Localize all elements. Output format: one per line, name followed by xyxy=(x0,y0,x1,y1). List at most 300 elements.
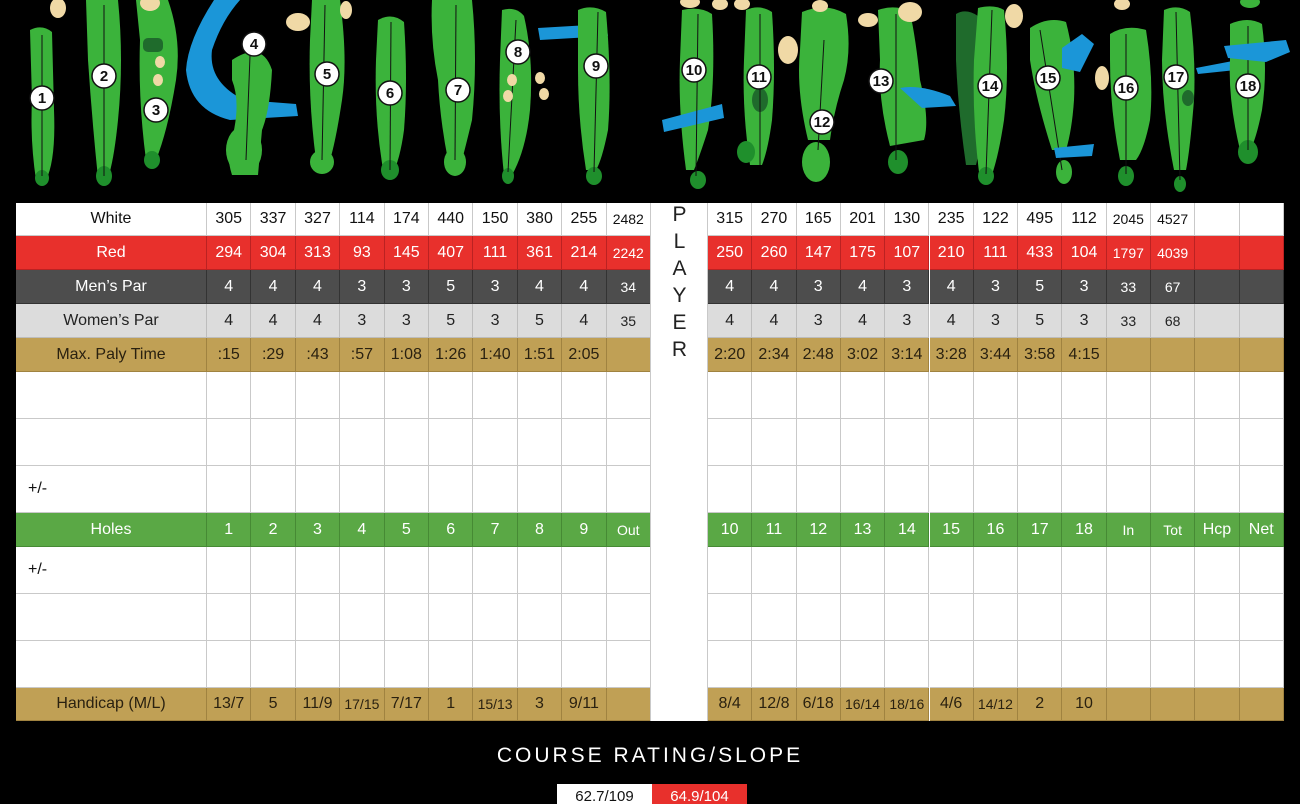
hole-marker-label: 11 xyxy=(751,69,767,86)
back-hole-cell-womens-par: 3 xyxy=(974,304,1018,338)
back-hole-cell-blank1[interactable] xyxy=(841,372,885,419)
out-total-handicap xyxy=(607,688,651,721)
back-hole-cell-plusminus1[interactable] xyxy=(885,466,929,513)
front-hole-cell-plusminus2[interactable] xyxy=(385,547,429,594)
back-hole-cell-white: 315 xyxy=(708,203,752,236)
row-label-red: Red xyxy=(16,236,207,270)
back-hole-cell-womens-par: 3 xyxy=(1062,304,1106,338)
front-hole-cell-blank4[interactable] xyxy=(251,641,295,688)
back-hole-cell-blank1[interactable] xyxy=(930,372,974,419)
back-hole-cell-blank4[interactable] xyxy=(752,641,796,688)
back-hole-cell-plusminus2[interactable] xyxy=(974,547,1018,594)
back-hole-cell-max-play-time: 4:15 xyxy=(1062,338,1106,372)
out-total-blank3[interactable] xyxy=(607,594,651,641)
hole-marker-4 xyxy=(242,32,266,56)
back-hole-cell-womens-par: 4 xyxy=(708,304,752,338)
hole-marker-2 xyxy=(92,64,116,88)
front-hole-cell-white: 114 xyxy=(340,203,384,236)
front-hole-cell-blank2[interactable] xyxy=(385,419,429,466)
front-hole-cell-womens-par: 3 xyxy=(473,304,517,338)
front-hole-cell-plusminus2[interactable] xyxy=(207,547,251,594)
back-hole-cell-blank1[interactable] xyxy=(1018,372,1062,419)
front-hole-cell-blank4[interactable] xyxy=(385,641,429,688)
front-hole-cell-blank1[interactable] xyxy=(340,372,384,419)
net-cell-blank2[interactable] xyxy=(1240,419,1284,466)
hcp-cell-white xyxy=(1195,203,1239,236)
front-hole-cell-white: 440 xyxy=(429,203,473,236)
back-hole-cell-mens-par: 4 xyxy=(930,270,974,304)
front-hole-cell-blank2[interactable] xyxy=(518,419,562,466)
player-label-letter: Y xyxy=(672,284,688,307)
front-hole-cell-mens-par: 4 xyxy=(562,270,606,304)
back-hole-cell-mens-par: 5 xyxy=(1018,270,1062,304)
front-hole-cell-handicap: 17/15 xyxy=(340,688,384,721)
net-cell-blank1[interactable] xyxy=(1240,372,1284,419)
net-cell-handicap xyxy=(1240,688,1284,721)
hcp-cell-max-play-time xyxy=(1195,338,1239,372)
hole-marker-label: 15 xyxy=(1039,70,1057,87)
front-hole-cell-holes: 1 xyxy=(207,513,251,547)
back-hole-cell-plusminus2[interactable] xyxy=(885,547,929,594)
back-hole-cell-max-play-time: 2:20 xyxy=(708,338,752,372)
in-total-blank2[interactable] xyxy=(1107,419,1151,466)
front-hole-cell-blank3[interactable] xyxy=(473,594,517,641)
back-hole-cell-red: 433 xyxy=(1018,236,1062,270)
front-hole-cell-blank2[interactable] xyxy=(251,419,295,466)
back-hole-cell-blank3[interactable] xyxy=(930,594,974,641)
front-hole-cell-blank2[interactable] xyxy=(207,419,251,466)
back-hole-cell-max-play-time: 2:48 xyxy=(797,338,841,372)
row-label-holes: Holes xyxy=(16,513,207,547)
back-hole-cell-white: 130 xyxy=(885,203,929,236)
front-hole-cell-plusminus1[interactable] xyxy=(340,466,384,513)
back-hole-cell-plusminus1[interactable] xyxy=(797,466,841,513)
back-hole-cell-white: 165 xyxy=(797,203,841,236)
back-hole-cell-plusminus2[interactable] xyxy=(1018,547,1062,594)
in-total-handicap xyxy=(1107,688,1151,721)
hole-12-layout xyxy=(799,0,878,182)
front-hole-cell-blank4[interactable] xyxy=(518,641,562,688)
front-hole-cell-white: 380 xyxy=(518,203,562,236)
back-hole-cell-blank4[interactable] xyxy=(841,641,885,688)
hole-marker-6 xyxy=(378,81,402,105)
hole-17-layout xyxy=(1162,7,1238,192)
back-hole-cell-red: 107 xyxy=(885,236,929,270)
back-hole-cell-blank3[interactable] xyxy=(841,594,885,641)
out-total-red: 2242 xyxy=(607,236,651,270)
front-hole-cell-blank2[interactable] xyxy=(296,419,340,466)
back-hole-cell-white: 235 xyxy=(930,203,974,236)
front-hole-cell-holes: 3 xyxy=(296,513,340,547)
front-hole-cell-max-play-time: :57 xyxy=(340,338,384,372)
front-hole-cell-womens-par: 4 xyxy=(251,304,295,338)
grand-total-handicap xyxy=(1151,688,1195,721)
back-hole-cell-handicap: 4/6 xyxy=(930,688,974,721)
back-hole-cell-mens-par: 3 xyxy=(1062,270,1106,304)
back-hole-cell-blank2[interactable] xyxy=(1062,419,1106,466)
row-label-white: White xyxy=(16,203,207,236)
hole-marker-label: 17 xyxy=(1167,69,1185,86)
front-hole-cell-blank3[interactable] xyxy=(429,594,473,641)
front-hole-cell-blank1[interactable] xyxy=(562,372,606,419)
hcp-cell-blank2[interactable] xyxy=(1195,419,1239,466)
back-hole-cell-blank2[interactable] xyxy=(841,419,885,466)
back-hole-cell-holes: 16 xyxy=(974,513,1018,547)
back-hole-cell-plusminus2[interactable] xyxy=(797,547,841,594)
back-hole-cell-holes: 18 xyxy=(1062,513,1106,547)
grand-total-plusminus2[interactable] xyxy=(1151,547,1195,594)
back-hole-cell-blank3[interactable] xyxy=(1018,594,1062,641)
back-hole-cell-plusminus1[interactable] xyxy=(930,466,974,513)
net-cell-white xyxy=(1240,203,1284,236)
back-hole-cell-womens-par: 4 xyxy=(841,304,885,338)
front-hole-cell-plusminus1[interactable] xyxy=(518,466,562,513)
front-hole-cell-blank2[interactable] xyxy=(429,419,473,466)
back-hole-cell-blank1[interactable] xyxy=(885,372,929,419)
hole-5-layout xyxy=(286,0,352,174)
back-hole-cell-red: 260 xyxy=(752,236,796,270)
hcp-cell-womens-par xyxy=(1195,304,1239,338)
net-cell-mens-par xyxy=(1240,270,1284,304)
grand-total-mens-par: 67 xyxy=(1151,270,1195,304)
back-hole-cell-blank4[interactable] xyxy=(885,641,929,688)
front-hole-cell-plusminus2[interactable] xyxy=(296,547,340,594)
front-hole-cell-blank4[interactable] xyxy=(473,641,517,688)
out-total-blank4[interactable] xyxy=(607,641,651,688)
front-hole-cell-red: 111 xyxy=(473,236,517,270)
back-hole-cell-white: 270 xyxy=(752,203,796,236)
front-hole-cell-blank2[interactable] xyxy=(473,419,517,466)
back-hole-cell-handicap: 2 xyxy=(1018,688,1062,721)
out-total-plusminus2[interactable] xyxy=(607,547,651,594)
hole-marker-7 xyxy=(446,78,470,102)
front-hole-cell-white: 337 xyxy=(251,203,295,236)
out-total-blank1[interactable] xyxy=(607,372,651,419)
front-hole-cell-blank2[interactable] xyxy=(340,419,384,466)
back-hole-cell-blank3[interactable] xyxy=(752,594,796,641)
back-hole-cell-blank4[interactable] xyxy=(1062,641,1106,688)
back-hole-cell-blank2[interactable] xyxy=(752,419,796,466)
back-hole-cell-plusminus1[interactable] xyxy=(1062,466,1106,513)
hole-3-layout xyxy=(136,0,178,169)
front-hole-cell-plusminus1[interactable] xyxy=(251,466,295,513)
grand-total-blank2[interactable] xyxy=(1151,419,1195,466)
back-hole-cell-blank4[interactable] xyxy=(797,641,841,688)
hole-marker-label: 10 xyxy=(685,62,703,79)
front-hole-cell-max-play-time: 1:51 xyxy=(518,338,562,372)
hole-marker-label: 1 xyxy=(37,90,47,107)
back-hole-cell-womens-par: 4 xyxy=(752,304,796,338)
back-hole-cell-blank2[interactable] xyxy=(708,419,752,466)
front-hole-cell-womens-par: 3 xyxy=(340,304,384,338)
in-total-plusminus1[interactable] xyxy=(1107,466,1151,513)
grand-total-blank4[interactable] xyxy=(1151,641,1195,688)
back-hole-cell-womens-par: 3 xyxy=(797,304,841,338)
back-hole-cell-red: 210 xyxy=(930,236,974,270)
front-hole-cell-red: 304 xyxy=(251,236,295,270)
back-hole-cell-blank1[interactable] xyxy=(752,372,796,419)
back-hole-cell-plusminus1[interactable] xyxy=(1018,466,1062,513)
back-hole-cell-max-play-time: 3:02 xyxy=(841,338,885,372)
front-hole-cell-handicap: 11/9 xyxy=(296,688,340,721)
back-hole-cell-handicap: 10 xyxy=(1062,688,1106,721)
back-hole-cell-blank2[interactable] xyxy=(885,419,929,466)
back-hole-cell-plusminus1[interactable] xyxy=(708,466,752,513)
front-hole-cell-blank4[interactable] xyxy=(562,641,606,688)
back-hole-cell-blank2[interactable] xyxy=(797,419,841,466)
back-hole-cell-blank3[interactable] xyxy=(708,594,752,641)
row-label-blank2 xyxy=(16,419,207,466)
hole-marker-label: 5 xyxy=(322,66,332,83)
front-hole-cell-plusminus1[interactable] xyxy=(473,466,517,513)
net-cell-red xyxy=(1240,236,1284,270)
front-hole-cell-plusminus1[interactable] xyxy=(296,466,340,513)
back-hole-cell-blank4[interactable] xyxy=(708,641,752,688)
back-hole-cell-plusminus2[interactable] xyxy=(708,547,752,594)
hole-marker-label: 9 xyxy=(591,58,601,75)
front-hole-cell-handicap: 3 xyxy=(518,688,562,721)
course-map xyxy=(0,0,1300,192)
front-hole-cell-max-play-time: :43 xyxy=(296,338,340,372)
back-hole-cell-red: 147 xyxy=(797,236,841,270)
front-hole-cell-red: 214 xyxy=(562,236,606,270)
hole-marker-10 xyxy=(682,58,706,82)
front-hole-cell-holes: 2 xyxy=(251,513,295,547)
back-hole-cell-blank3[interactable] xyxy=(1062,594,1106,641)
out-total-max-play-time xyxy=(607,338,651,372)
back-hole-cell-blank2[interactable] xyxy=(974,419,1018,466)
front-hole-cell-blank1[interactable] xyxy=(429,372,473,419)
player-label-letter: L xyxy=(673,230,687,253)
front-hole-cell-blank3[interactable] xyxy=(518,594,562,641)
front-hole-cell-blank1[interactable] xyxy=(296,372,340,419)
net-cell-plusminus1[interactable] xyxy=(1240,466,1284,513)
back-hole-cell-holes: 14 xyxy=(885,513,929,547)
front-hole-cell-mens-par: 4 xyxy=(207,270,251,304)
front-hole-cell-blank1[interactable] xyxy=(473,372,517,419)
back-hole-cell-mens-par: 3 xyxy=(974,270,1018,304)
front-hole-cell-blank1[interactable] xyxy=(518,372,562,419)
hcp-cell-plusminus1[interactable] xyxy=(1195,466,1239,513)
grand-total-red: 4039 xyxy=(1151,236,1195,270)
back-hole-cell-blank1[interactable] xyxy=(708,372,752,419)
back-hole-cell-blank1[interactable] xyxy=(797,372,841,419)
in-total-red: 1797 xyxy=(1107,236,1151,270)
hole-marker-label: 3 xyxy=(151,102,161,119)
out-total-plusminus1[interactable] xyxy=(607,466,651,513)
back-hole-cell-blank3[interactable] xyxy=(797,594,841,641)
hole-marker-5 xyxy=(315,62,339,86)
front-hole-cell-white: 305 xyxy=(207,203,251,236)
row-label-blank4 xyxy=(16,641,207,688)
hole-marker-label: 7 xyxy=(453,82,463,99)
front-hole-cell-blank3[interactable] xyxy=(251,594,295,641)
grand-total-holes: Tot xyxy=(1151,513,1195,547)
hcp-cell-blank1[interactable] xyxy=(1195,372,1239,419)
front-hole-cell-womens-par: 4 xyxy=(207,304,251,338)
front-hole-cell-blank1[interactable] xyxy=(385,372,429,419)
hcp-cell-blank3[interactable] xyxy=(1195,594,1239,641)
hole-marker-9 xyxy=(584,54,608,78)
back-hole-cell-blank1[interactable] xyxy=(1062,372,1106,419)
net-cell-blank3[interactable] xyxy=(1240,594,1284,641)
hole-marker-13 xyxy=(869,69,893,93)
in-total-plusminus2[interactable] xyxy=(1107,547,1151,594)
row-label-mens-par: Men’s Par xyxy=(16,270,207,304)
back-hole-cell-plusminus1[interactable] xyxy=(752,466,796,513)
front-hole-cell-blank4[interactable] xyxy=(340,641,384,688)
back-hole-cell-blank3[interactable] xyxy=(885,594,929,641)
front-hole-cell-plusminus2[interactable] xyxy=(340,547,384,594)
in-total-blank1[interactable] xyxy=(1107,372,1151,419)
out-total-womens-par: 35 xyxy=(607,304,651,338)
hole-marker-label: 16 xyxy=(1117,80,1135,97)
hole-marker-label: 4 xyxy=(249,36,259,53)
front-hole-cell-blank3[interactable] xyxy=(296,594,340,641)
back-hole-cell-white: 201 xyxy=(841,203,885,236)
front-hole-cell-plusminus1[interactable] xyxy=(429,466,473,513)
hcp-cell-mens-par xyxy=(1195,270,1239,304)
front-hole-cell-handicap: 13/7 xyxy=(207,688,251,721)
in-total-white: 2045 xyxy=(1107,203,1151,236)
back-hole-cell-holes: 10 xyxy=(708,513,752,547)
player-label-letter: R xyxy=(671,338,689,361)
front-hole-cell-mens-par: 4 xyxy=(296,270,340,304)
back-hole-cell-blank1[interactable] xyxy=(974,372,1018,419)
front-hole-cell-blank1[interactable] xyxy=(251,372,295,419)
back-hole-cell-blank2[interactable] xyxy=(930,419,974,466)
back-hole-cell-handicap: 12/8 xyxy=(752,688,796,721)
front-hole-cell-womens-par: 5 xyxy=(429,304,473,338)
hole-marker-label: 6 xyxy=(385,85,395,102)
net-cell-plusminus2[interactable] xyxy=(1240,547,1284,594)
row-label-plusminus1: +/- xyxy=(16,466,207,513)
back-hole-cell-white: 495 xyxy=(1018,203,1062,236)
row-label-handicap: Handicap (M/L) xyxy=(16,688,207,721)
front-hole-cell-plusminus2[interactable] xyxy=(429,547,473,594)
back-hole-cell-womens-par: 4 xyxy=(930,304,974,338)
back-hole-cell-blank3[interactable] xyxy=(974,594,1018,641)
front-hole-cell-blank4[interactable] xyxy=(429,641,473,688)
grand-total-white: 4527 xyxy=(1151,203,1195,236)
front-hole-cell-blank3[interactable] xyxy=(562,594,606,641)
row-label-max-play-time: Max. Paly Time xyxy=(16,338,207,372)
back-hole-cell-holes: 12 xyxy=(797,513,841,547)
front-hole-cell-womens-par: 4 xyxy=(562,304,606,338)
front-hole-cell-handicap: 7/17 xyxy=(385,688,429,721)
back-hole-cell-mens-par: 3 xyxy=(797,270,841,304)
player-column xyxy=(650,203,708,721)
front-hole-cell-blank1[interactable] xyxy=(207,372,251,419)
out-total-white: 2482 xyxy=(607,203,651,236)
back-hole-cell-max-play-time: 3:28 xyxy=(930,338,974,372)
front-hole-cell-womens-par: 5 xyxy=(518,304,562,338)
front-hole-cell-mens-par: 3 xyxy=(385,270,429,304)
grand-total-plusminus1[interactable] xyxy=(1151,466,1195,513)
front-hole-cell-holes: 4 xyxy=(340,513,384,547)
back-hole-cell-blank2[interactable] xyxy=(1018,419,1062,466)
back-hole-cell-plusminus2[interactable] xyxy=(752,547,796,594)
front-hole-cell-blank3[interactable] xyxy=(340,594,384,641)
back-hole-cell-blank4[interactable] xyxy=(930,641,974,688)
net-cell-blank4[interactable] xyxy=(1240,641,1284,688)
in-total-blank3[interactable] xyxy=(1107,594,1151,641)
back-hole-cell-blank4[interactable] xyxy=(1018,641,1062,688)
out-total-blank2[interactable] xyxy=(607,419,651,466)
front-hole-cell-plusminus2[interactable] xyxy=(518,547,562,594)
front-hole-cell-handicap: 15/13 xyxy=(473,688,517,721)
back-hole-cell-plusminus2[interactable] xyxy=(930,547,974,594)
front-hole-cell-plusminus1[interactable] xyxy=(207,466,251,513)
white-tee-rating: 62.7/109 xyxy=(557,784,652,804)
hole-15-layout xyxy=(1030,20,1109,184)
hole-marker-label: 12 xyxy=(813,114,831,131)
back-hole-cell-red: 104 xyxy=(1062,236,1106,270)
in-total-max-play-time xyxy=(1107,338,1151,372)
back-hole-cell-handicap: 8/4 xyxy=(708,688,752,721)
grand-total-blank1[interactable] xyxy=(1151,372,1195,419)
back-hole-cell-plusminus2[interactable] xyxy=(1062,547,1106,594)
in-total-holes: In xyxy=(1107,513,1151,547)
back-hole-cell-plusminus1[interactable] xyxy=(841,466,885,513)
front-hole-cell-white: 327 xyxy=(296,203,340,236)
grand-total-max-play-time xyxy=(1151,338,1195,372)
hole-10-layout xyxy=(662,0,728,189)
back-hole-cell-max-play-time: 3:44 xyxy=(974,338,1018,372)
front-hole-cell-red: 407 xyxy=(429,236,473,270)
row-label-plusminus2: +/- xyxy=(16,547,207,594)
front-hole-cell-plusminus2[interactable] xyxy=(473,547,517,594)
front-hole-cell-holes: 7 xyxy=(473,513,517,547)
hcp-cell-red xyxy=(1195,236,1239,270)
hole-marker-14 xyxy=(978,74,1002,98)
front-hole-cell-blank4[interactable] xyxy=(296,641,340,688)
hole-marker-3 xyxy=(144,98,168,122)
front-hole-cell-plusminus2[interactable] xyxy=(251,547,295,594)
front-hole-cell-max-play-time: :15 xyxy=(207,338,251,372)
front-hole-cell-red: 93 xyxy=(340,236,384,270)
grand-total-womens-par: 68 xyxy=(1151,304,1195,338)
front-hole-cell-holes: 5 xyxy=(385,513,429,547)
front-hole-cell-plusminus1[interactable] xyxy=(385,466,429,513)
front-hole-cell-mens-par: 5 xyxy=(429,270,473,304)
front-hole-cell-plusminus1[interactable] xyxy=(562,466,606,513)
player-label-letter: P xyxy=(672,203,688,226)
front-hole-cell-plusminus2[interactable] xyxy=(562,547,606,594)
net-cell-womens-par xyxy=(1240,304,1284,338)
back-hole-cell-plusminus2[interactable] xyxy=(841,547,885,594)
in-total-blank4[interactable] xyxy=(1107,641,1151,688)
front-hole-cell-holes: 8 xyxy=(518,513,562,547)
in-total-mens-par: 33 xyxy=(1107,270,1151,304)
hcp-cell-plusminus2[interactable] xyxy=(1195,547,1239,594)
back-hole-cell-handicap: 16/14 xyxy=(841,688,885,721)
front-hole-cell-blank3[interactable] xyxy=(385,594,429,641)
net-cell-holes: Net xyxy=(1240,513,1284,547)
hcp-cell-blank4[interactable] xyxy=(1195,641,1239,688)
hole-marker-label: 13 xyxy=(872,73,890,90)
front-hole-cell-blank3[interactable] xyxy=(207,594,251,641)
front-hole-cell-womens-par: 4 xyxy=(296,304,340,338)
front-hole-cell-blank2[interactable] xyxy=(562,419,606,466)
back-hole-cell-blank4[interactable] xyxy=(974,641,1018,688)
grand-total-blank3[interactable] xyxy=(1151,594,1195,641)
back-hole-cell-plusminus1[interactable] xyxy=(974,466,1018,513)
front-hole-cell-handicap: 9/11 xyxy=(562,688,606,721)
course-rating-title: COURSE RATING/SLOPE xyxy=(496,744,804,767)
front-hole-cell-womens-par: 3 xyxy=(385,304,429,338)
front-hole-cell-blank4[interactable] xyxy=(207,641,251,688)
